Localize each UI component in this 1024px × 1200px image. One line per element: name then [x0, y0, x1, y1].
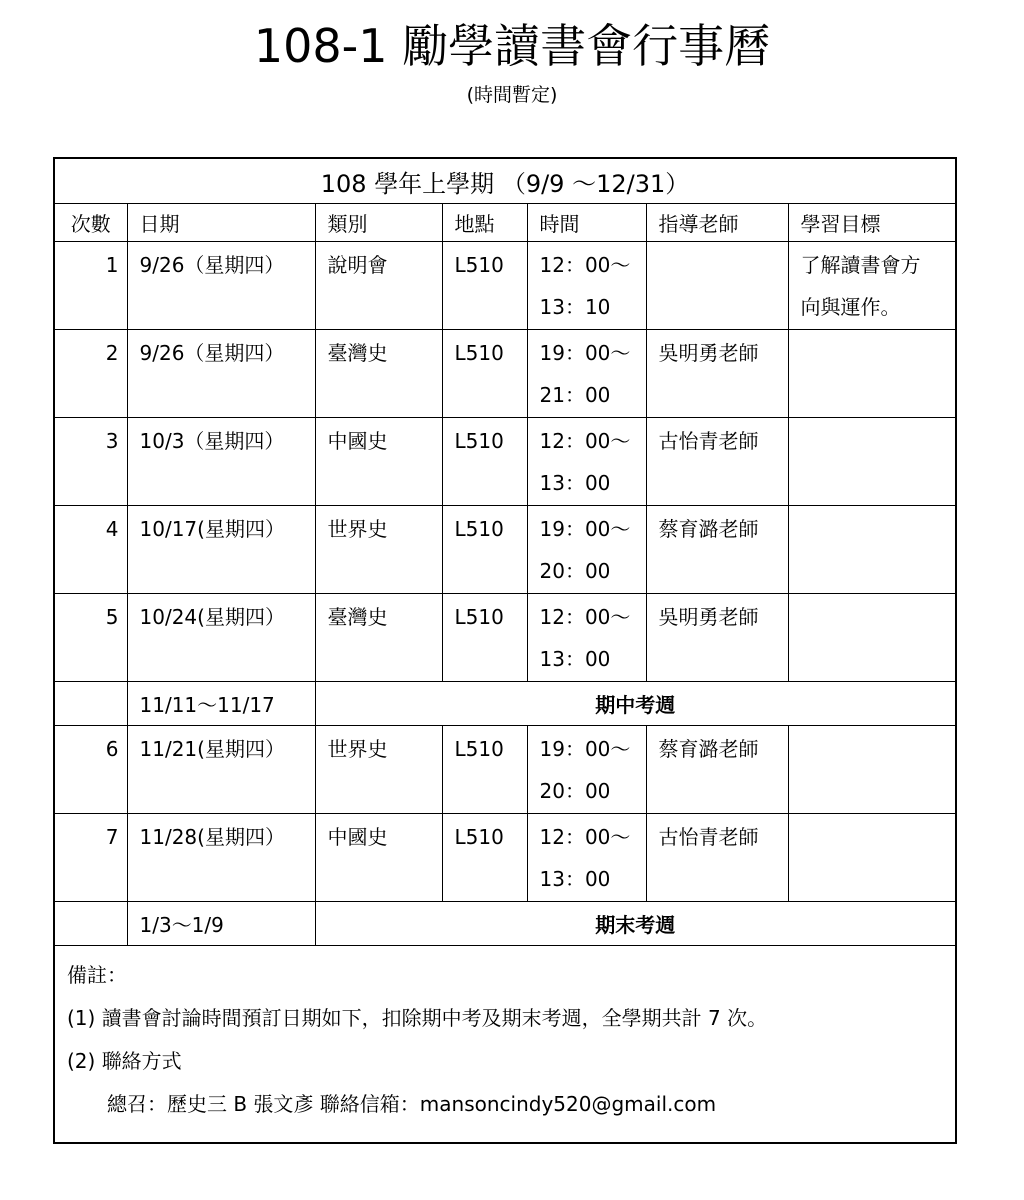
table-row	[55, 594, 955, 682]
row-teacher: 吳明勇老師	[646, 594, 788, 682]
row-teacher: 蔡育潞老師	[646, 726, 788, 814]
time-start: 19：00～	[539, 517, 631, 541]
semester-heading: 108 學年上學期 （9/9 ～12/31）	[55, 159, 955, 204]
row-category: 臺灣史	[315, 594, 442, 682]
time-end: 20：00	[539, 779, 611, 803]
header-count: 次數	[55, 204, 127, 242]
row-number: 7	[55, 814, 127, 902]
midterm-label: 期中考週	[315, 682, 955, 726]
final-date: 1/3～1/9	[127, 902, 315, 946]
row-date: 10/24(星期四）	[127, 594, 315, 682]
goal-line-1: 了解讀書會方	[800, 253, 921, 277]
row-time	[527, 594, 646, 682]
midterm-row	[55, 682, 955, 726]
row-time	[527, 418, 646, 506]
row-category: 中國史	[315, 814, 442, 902]
row-place: L510	[442, 506, 527, 594]
row-place: L510	[442, 726, 527, 814]
header-row	[55, 204, 955, 242]
goal-line-2: 向與運作。	[800, 295, 901, 319]
final-empty	[55, 902, 127, 946]
row-number: 4	[55, 506, 127, 594]
row-time	[527, 330, 646, 418]
time-end: 20：00	[539, 559, 611, 583]
header-goal: 學習目標	[788, 204, 955, 242]
row-date: 10/17(星期四）	[127, 506, 315, 594]
notes-section	[55, 946, 955, 1134]
time-end: 13：10	[539, 295, 611, 319]
time-end: 13：00	[539, 867, 611, 891]
time-start: 12：00～	[539, 825, 631, 849]
midterm-empty	[55, 682, 127, 726]
table-row	[55, 418, 955, 506]
row-date: 9/26（星期四）	[127, 242, 315, 330]
row-time	[527, 506, 646, 594]
final-label: 期末考週	[315, 902, 955, 946]
row-place: L510	[442, 242, 527, 330]
row-date: 11/21(星期四）	[127, 726, 315, 814]
row-teacher	[646, 242, 788, 330]
row-time	[527, 726, 646, 814]
table-row	[55, 506, 955, 594]
row-category: 中國史	[315, 418, 442, 506]
row-date: 10/3（星期四）	[127, 418, 315, 506]
time-start: 12：00～	[539, 429, 631, 453]
time-start: 19：00～	[539, 737, 631, 761]
time-end: 13：00	[539, 471, 611, 495]
table-row	[55, 726, 955, 814]
header-time: 時間	[527, 204, 646, 242]
time-start: 19：00～	[539, 341, 631, 365]
row-teacher: 古怡青老師	[646, 814, 788, 902]
row-time	[527, 814, 646, 902]
row-place: L510	[442, 330, 527, 418]
row-goal	[788, 594, 955, 682]
schedule-table	[55, 159, 955, 946]
notes-line-2: (2) 聯絡方式	[67, 1049, 182, 1073]
row-place: L510	[442, 418, 527, 506]
row-place: L510	[442, 814, 527, 902]
row-teacher: 蔡育潞老師	[646, 506, 788, 594]
row-category: 臺灣史	[315, 330, 442, 418]
table-row	[55, 242, 955, 330]
time-start: 12：00～	[539, 605, 631, 629]
row-category: 世界史	[315, 506, 442, 594]
row-teacher: 古怡青老師	[646, 418, 788, 506]
row-date: 11/28(星期四）	[127, 814, 315, 902]
midterm-date: 11/11～11/17	[127, 682, 315, 726]
row-date: 9/26（星期四）	[127, 330, 315, 418]
page-title: 108-1 勵學讀書會行事曆	[253, 19, 771, 73]
notes-heading: 備註：	[67, 963, 127, 987]
time-end: 21：00	[539, 383, 611, 407]
row-number: 5	[55, 594, 127, 682]
row-number: 6	[55, 726, 127, 814]
row-number: 1	[55, 242, 127, 330]
header-date: 日期	[127, 204, 315, 242]
table-row	[55, 330, 955, 418]
semester-row	[55, 159, 955, 204]
table-row	[55, 814, 955, 902]
row-number: 2	[55, 330, 127, 418]
page-subtitle: (時間暫定)	[466, 84, 558, 106]
row-goal	[788, 242, 955, 330]
header-teacher: 指導老師	[646, 204, 788, 242]
final-row	[55, 902, 955, 946]
row-category: 世界史	[315, 726, 442, 814]
row-time	[527, 242, 646, 330]
time-start: 12：00～	[539, 253, 631, 277]
header-category: 類別	[315, 204, 442, 242]
row-goal	[788, 506, 955, 594]
row-teacher: 吳明勇老師	[646, 330, 788, 418]
header-place: 地點	[442, 204, 527, 242]
row-number: 3	[55, 418, 127, 506]
row-category: 說明會	[315, 242, 442, 330]
notes-contact: 總召：歷史三 B 張文彥 聯絡信箱：mansoncindy520@gmail.com	[107, 1092, 717, 1116]
row-goal	[788, 814, 955, 902]
notes-line-1: (1) 讀書會討論時間預訂日期如下，扣除期中考及期末考週，全學期共計 7 次。	[67, 1006, 768, 1030]
schedule-frame	[53, 157, 957, 1144]
row-place: L510	[442, 594, 527, 682]
row-goal	[788, 330, 955, 418]
row-goal	[788, 726, 955, 814]
time-end: 13：00	[539, 647, 611, 671]
row-goal	[788, 418, 955, 506]
